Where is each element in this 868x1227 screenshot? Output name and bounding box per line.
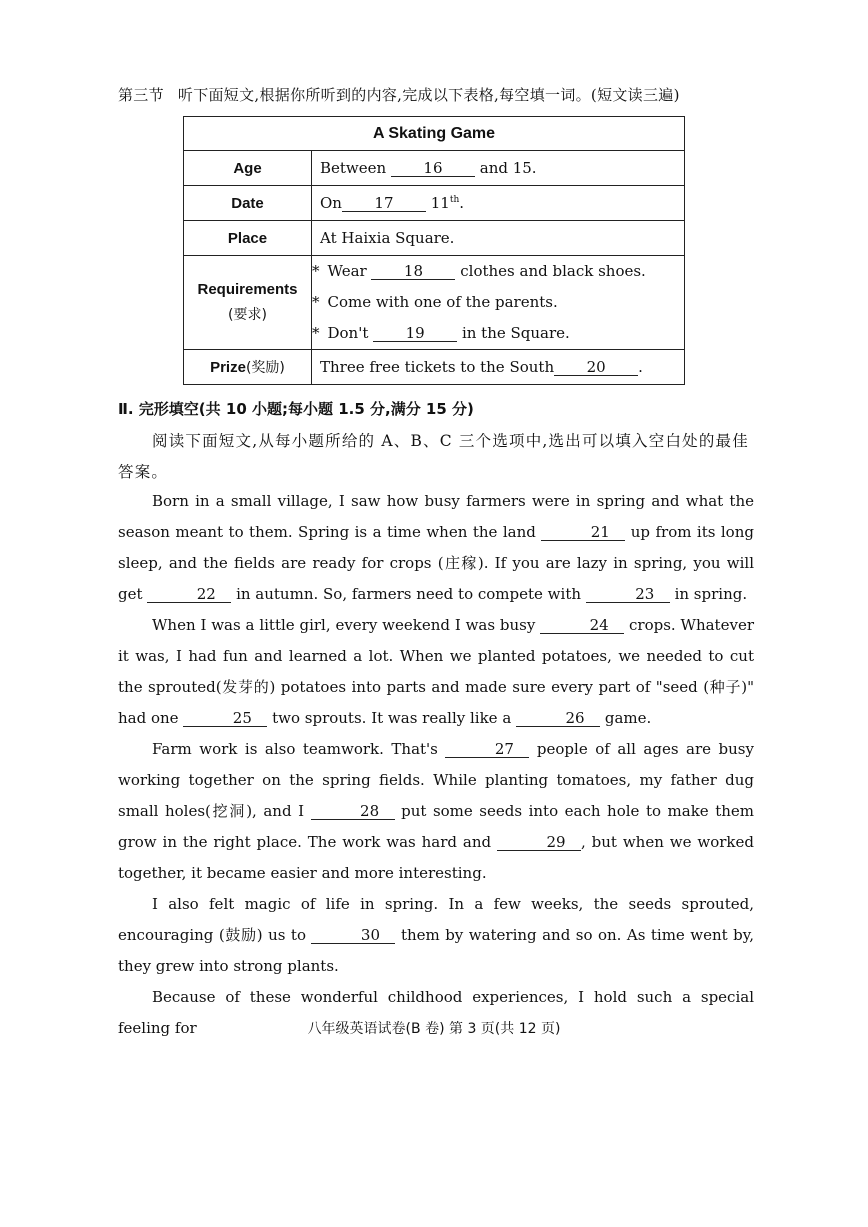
asterisk-icon: * <box>312 262 320 280</box>
text: put some seeds into each hole to make them grow in the right place. The work was hard and <box>118 802 755 851</box>
paragraph <box>118 734 754 889</box>
req2-text: Come with one of the parents. <box>327 293 558 311</box>
prize-label <box>184 350 312 385</box>
text: in autumn. So, farmers need to compete with <box>236 585 582 603</box>
age-post: and 15. <box>479 159 537 177</box>
blank-19: 19 <box>373 325 457 342</box>
section-heading <box>118 84 680 105</box>
asterisk-icon: * <box>312 293 320 311</box>
blank-29: 29 <box>497 834 581 851</box>
section-number: 第三节 <box>118 86 164 104</box>
text: two sprouts. It was really like a <box>272 709 512 727</box>
date-label: Date <box>184 186 312 221</box>
req1-post: clothes and black shoes. <box>460 262 646 280</box>
requirements-label-cn: (要求) <box>228 307 267 323</box>
date-day: 11 <box>430 194 450 212</box>
place-label: Place <box>184 221 312 256</box>
paragraph <box>118 486 754 610</box>
prize-pre: Three free tickets to the South <box>320 358 555 376</box>
text: Because of these wonderful childhood experiences, I hold such a special feeling for <box>118 988 754 1037</box>
asterisk-icon: * <box>312 324 320 342</box>
table-row <box>184 151 685 186</box>
paragraph <box>118 889 754 982</box>
text: game. <box>604 709 652 727</box>
part-instruction: 阅读下面短文,从每小题所给的 A、B、C 三个选项中,选出可以填入空白处的最佳答案。 <box>118 432 749 481</box>
text: Born in a small village, I saw how busy farmers were in spring and what the season meant to them. Spring is a time when the land <box>118 492 754 541</box>
requirements-label <box>184 256 312 350</box>
age-value <box>312 151 685 186</box>
blank-18: 18 <box>371 263 455 280</box>
text: When I was a little girl, every weekend I was busy <box>152 616 536 634</box>
table-title: A Skating Game <box>184 117 685 151</box>
blank-20: 20 <box>554 359 638 376</box>
text: , but when we worked together, it became easier and more interesting. <box>118 833 754 882</box>
section-instruction: 听下面短文,根据你所听到的内容,完成以下表格,每空填一词。(短文读三遍) <box>177 86 680 104</box>
blank-27: 27 <box>445 741 529 758</box>
text: them by watering and so on. As time went by, they grew into strong plants. <box>118 926 754 975</box>
table-row <box>184 256 685 350</box>
req1-pre: Wear <box>327 262 367 280</box>
date-end: . <box>459 194 465 212</box>
part-heading: Ⅱ. 完形填空(共 10 小题;每小题 1.5 分,满分 15 分) <box>118 400 474 418</box>
blank-23: 23 <box>586 586 670 603</box>
age-pre: Between <box>320 159 387 177</box>
text: Farm work is also teamwork. That's <box>152 740 438 758</box>
blank-24: 24 <box>540 617 624 634</box>
place-value: At Haixia Square. <box>312 221 685 256</box>
table-row <box>184 350 685 385</box>
requirement-item <box>312 318 684 349</box>
blank-26: 26 <box>516 710 600 727</box>
req3-pre: Don't <box>327 324 369 342</box>
table-row <box>184 186 685 221</box>
age-label: Age <box>184 151 312 186</box>
skating-game-table <box>183 116 685 385</box>
blank-22: 22 <box>147 586 231 603</box>
cloze-passage <box>118 486 754 1044</box>
requirement-item <box>312 287 684 318</box>
blank-28: 28 <box>311 803 395 820</box>
table-row <box>184 221 685 256</box>
date-value <box>312 186 685 221</box>
blank-21: 21 <box>541 524 625 541</box>
requirement-item <box>312 256 684 287</box>
prize-label-cn: (奖励) <box>245 360 285 376</box>
prize-post: . <box>638 358 643 376</box>
page-footer: 八年级英语试卷(B 卷) 第 3 页(共 12 页) <box>307 1021 561 1037</box>
requirements-label-en: Requirements <box>197 281 298 298</box>
date-suffix: th <box>449 195 460 205</box>
date-pre: On <box>320 194 342 212</box>
blank-25: 25 <box>183 710 267 727</box>
req3-post: in the Square. <box>461 324 570 342</box>
text: I also felt magic of life in spring. In a few weeks, the seeds sprouted, encouraging (鼓励) us to <box>118 895 754 944</box>
text: in spring. <box>674 585 748 603</box>
text: up from its long sleep, and the fields are ready for crops (庄稼). If you are lazy in spring, you will get <box>118 523 754 603</box>
text: people of all ages are busy working together on the spring fields. While planting tomatoes, my father dug small holes(挖洞), and I <box>118 740 754 820</box>
prize-label-en: Prize <box>210 359 246 376</box>
paragraph <box>118 610 754 734</box>
text: crops. Whatever it was, I had fun and learned a lot. When we planted potatoes, we needed to cut the sprouted(发芽的) potatoes into parts and made sure every part of "seed (种子)" had one <box>118 616 754 727</box>
blank-17: 17 <box>342 195 426 212</box>
requirements-list <box>312 256 685 350</box>
prize-value <box>312 350 685 385</box>
blank-16: 16 <box>391 160 475 177</box>
blank-30: 30 <box>311 927 395 944</box>
